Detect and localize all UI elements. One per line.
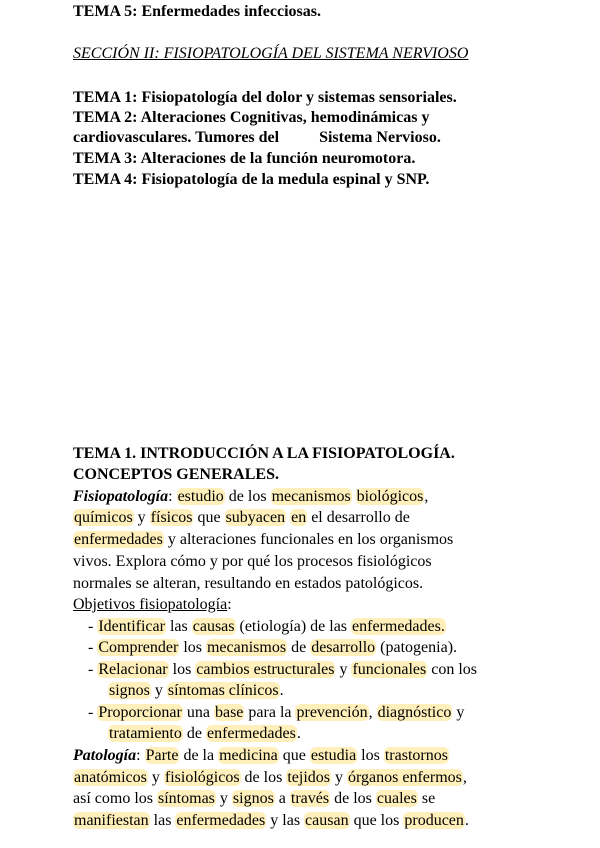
highlight: Comprender <box>98 639 179 656</box>
text-run: de los <box>224 488 271 505</box>
highlight: signos <box>232 790 274 807</box>
fisio-line-5: normales se alteran, resultando en estados patológicos. <box>73 575 424 592</box>
highlight: cuales <box>376 790 417 807</box>
highlight: físicos <box>150 509 193 526</box>
highlight: enfermedades. <box>352 618 445 635</box>
text-run: y <box>215 790 232 807</box>
text-run: que <box>193 509 225 526</box>
fisio-line-4: vivos. Explora cómo y por qué los procesos fisiológicos <box>73 553 432 570</box>
pato-line-1 <box>73 746 449 766</box>
text-run: de <box>182 725 206 742</box>
highlight: Proporcionar <box>98 704 182 721</box>
highlight: fisiológicos <box>164 769 240 786</box>
text-run: , <box>368 704 377 721</box>
highlight: través <box>290 790 330 807</box>
pato-term: Patología <box>73 747 137 764</box>
text-run: de los <box>240 769 287 786</box>
text-run: a <box>274 790 290 807</box>
highlight: causan <box>305 812 349 829</box>
chapter-heading-line2: CONCEPTOS GENERALES. <box>73 466 279 483</box>
highlight: mecanismos <box>206 639 287 656</box>
pato-line-3 <box>73 789 435 809</box>
text-run: . <box>279 682 284 699</box>
tema-4-line: TEMA 4: Fisiopatología de la medula espinal y SNP. <box>73 171 430 188</box>
text-run: (patogenia). <box>376 639 458 656</box>
bullet-3 <box>88 660 477 680</box>
text-run: de los <box>330 790 376 807</box>
text-run: , <box>462 769 467 786</box>
tema-2-line: TEMA 2: Alteraciones Cognitivas, hemodinámicas y <box>73 109 430 126</box>
text-run: . <box>296 725 301 742</box>
chapter-heading-line1: TEMA 1. INTRODUCCIÓN A LA FISIOPATOLOGÍA. <box>73 445 455 462</box>
text-run: : <box>168 488 177 505</box>
highlight: anatómicos <box>74 769 147 786</box>
highlight: causas <box>192 618 235 635</box>
section-heading: SECCIÓN II: FISIOPATOLOGÍA DEL SISTEMA NERVIOSO <box>73 45 469 62</box>
highlight: desarrollo <box>311 639 376 656</box>
highlight: enfermedades <box>74 531 163 548</box>
highlight: enfermedades <box>176 812 266 829</box>
text-run: las <box>165 618 192 635</box>
fisio-term: Fisiopatología <box>73 488 169 505</box>
bullet-4 <box>88 703 464 723</box>
highlight: Relacionar <box>98 661 168 678</box>
fisio-line-1 <box>73 487 428 507</box>
fisio-line-3 <box>73 530 453 550</box>
highlight: signos <box>109 682 150 699</box>
text-run: de la <box>179 747 219 764</box>
bullet-2 <box>88 638 457 658</box>
text-run: así como los <box>73 790 157 807</box>
objetivos-label: Objetivos fisiopatología <box>73 596 228 613</box>
highlight: cambios estructurales <box>196 661 335 678</box>
text-run: los <box>168 661 196 678</box>
highlight: manifiestan <box>74 812 149 829</box>
text-run: de <box>287 639 311 656</box>
highlight: trastornos <box>384 747 448 764</box>
highlight: tratamiento <box>109 725 182 742</box>
text-run: , <box>424 488 429 505</box>
highlight: producen <box>404 812 464 829</box>
highlight: medicina <box>219 747 278 764</box>
text-run: y <box>331 769 347 786</box>
highlight: prevención <box>296 704 368 721</box>
tema-3-line: TEMA 3: Alteraciones de la función neuromotora. <box>73 150 416 167</box>
bullet-3-continuation <box>108 681 284 701</box>
highlight: base <box>214 704 244 721</box>
text-run: : <box>136 747 145 764</box>
highlight: estudio <box>177 488 224 505</box>
text-run: que <box>278 747 310 764</box>
text-run: y <box>133 509 150 526</box>
text-run: y <box>150 682 167 699</box>
tema-1-line: TEMA 1: Fisiopatología del dolor y sistemas sensoriales. <box>73 89 457 106</box>
highlight: mecanismos <box>271 488 351 505</box>
highlight: síntomas clínicos <box>167 682 279 699</box>
text-run: y <box>147 769 164 786</box>
text-run: las <box>149 812 176 829</box>
highlight: estudia <box>310 747 357 764</box>
tema5-line: TEMA 5: Enfermedades infecciosas. <box>73 3 321 20</box>
text-run: - <box>88 661 98 678</box>
highlight: enfermedades <box>206 725 296 742</box>
text-run: . <box>464 812 469 829</box>
text-run: - <box>88 704 98 721</box>
text-run: y <box>335 661 352 678</box>
highlight: biológicos <box>356 488 424 505</box>
objetivos-title <box>73 595 232 615</box>
highlight: funcionales <box>352 661 427 678</box>
bullet-1 <box>88 617 446 637</box>
text-run: y alteraciones funcionales en los organismos <box>163 531 454 548</box>
text-run: los <box>179 639 206 656</box>
text-run: : <box>227 596 232 613</box>
text-run: se <box>417 790 436 807</box>
highlight: subyacen <box>225 509 286 526</box>
text-run: una <box>182 704 214 721</box>
text-run: para la <box>244 704 296 721</box>
highlight: Parte <box>145 747 179 764</box>
text-run: (etiología) de las <box>235 618 352 635</box>
highlight: diagnóstico <box>377 704 452 721</box>
pato-line-4 <box>73 811 469 831</box>
text-run: el desarrollo de <box>307 509 410 526</box>
highlight: Identificar <box>98 618 165 635</box>
fisio-line-2 <box>73 508 410 528</box>
text-run: con los <box>427 661 477 678</box>
pato-line-2 <box>73 768 467 788</box>
text-run: y las <box>266 812 305 829</box>
text-run: - <box>88 618 98 635</box>
highlight: químicos <box>74 509 133 526</box>
text-run: - <box>88 639 98 656</box>
highlight: órganos enfermos <box>348 769 462 786</box>
text-run: y <box>452 704 465 721</box>
highlight: en <box>291 509 307 526</box>
text-run: los <box>357 747 384 764</box>
highlight: síntomas <box>158 790 215 807</box>
bullet-4-continuation <box>108 724 301 744</box>
tema-2-continuation: cardiovasculares. Tumores del Sistema Nervioso. <box>73 129 441 146</box>
text-run: que los <box>349 812 404 829</box>
highlight: tejidos <box>287 769 330 786</box>
